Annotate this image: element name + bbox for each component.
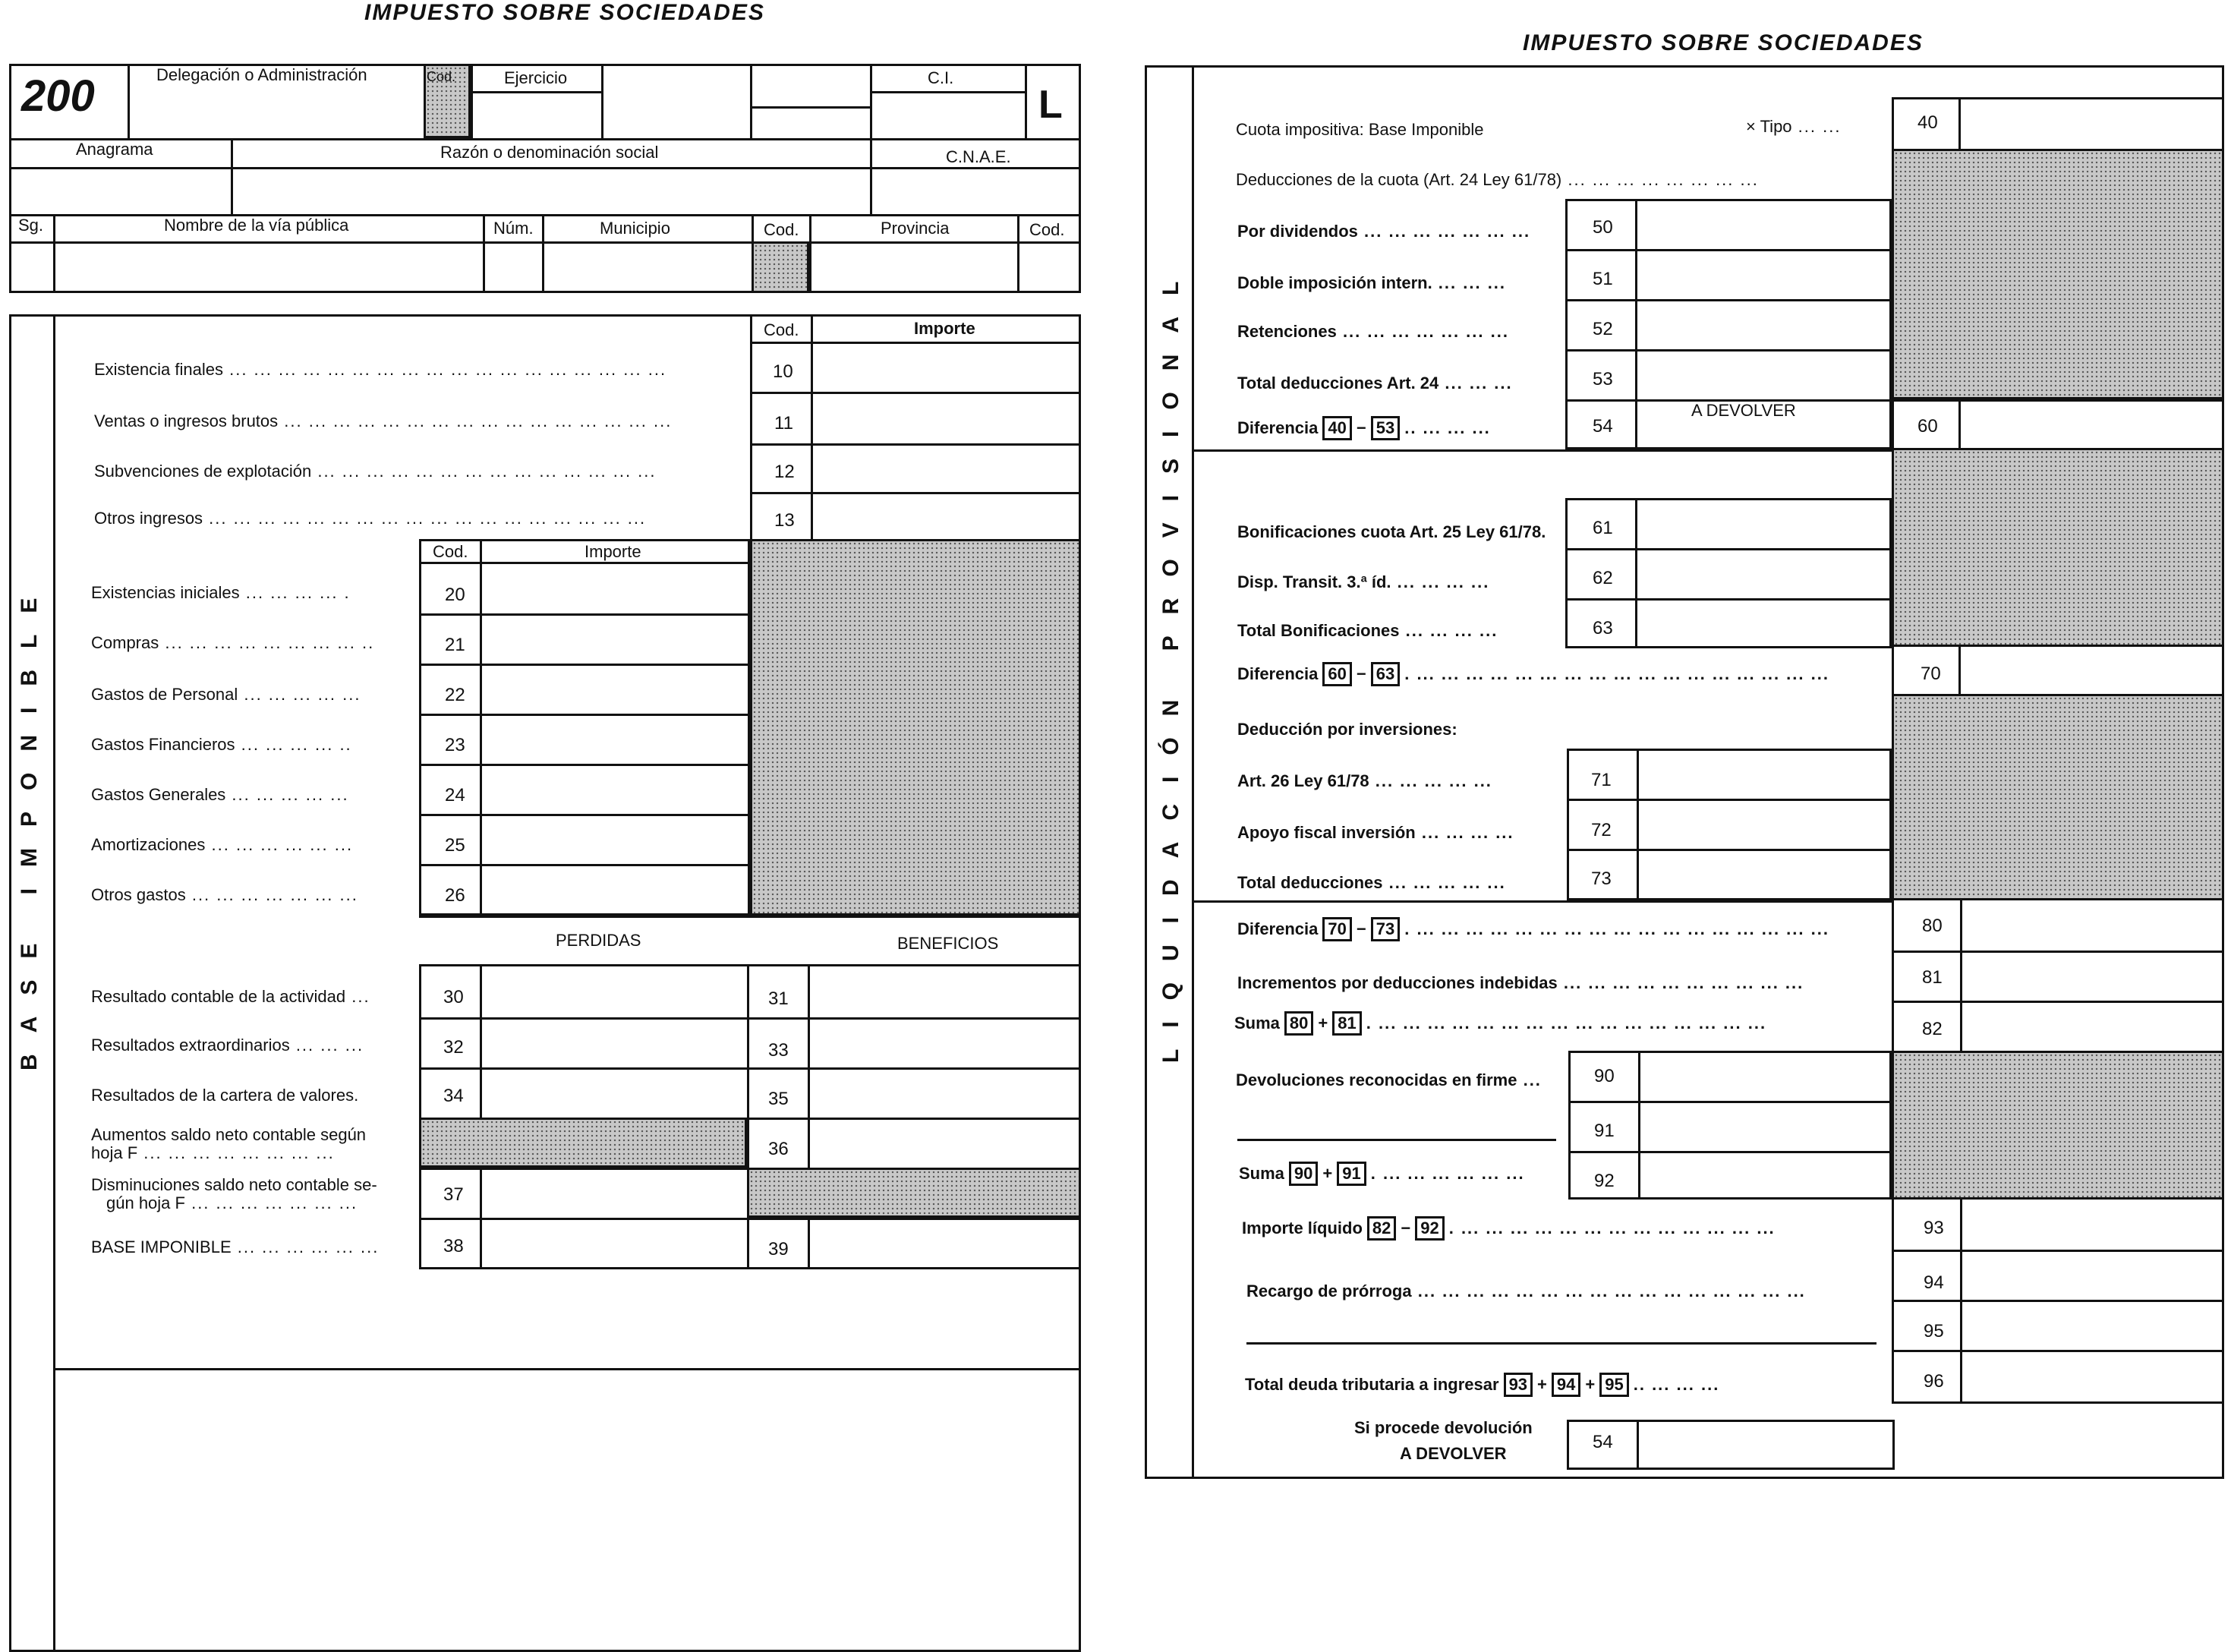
sg-label: Sg. — [18, 216, 44, 235]
ref-81: 81 — [1332, 1011, 1361, 1036]
num-label: Núm. — [493, 219, 534, 238]
code-54-devolucion: 54 — [1593, 1432, 1613, 1452]
municipio-field[interactable] — [545, 244, 748, 290]
row-diferencia-1: Diferencia 40 − 53 .. ... ... ... — [1237, 416, 1491, 440]
importe-24-field[interactable] — [483, 767, 747, 812]
code-70: 70 — [1921, 664, 1941, 684]
code-63: 63 — [1593, 618, 1613, 638]
importe-81-field[interactable] — [1963, 954, 2221, 999]
importe-72-field[interactable] — [1640, 802, 1889, 847]
col-cod-label: Cod. — [764, 320, 799, 339]
importe-11-field[interactable] — [814, 395, 1078, 442]
devoluciones-blank-field[interactable] — [1240, 1105, 1553, 1137]
code-73: 73 — [1591, 869, 1612, 889]
row-compras: Compras ... ... ... ... ... ... ... ... .. — [91, 633, 375, 652]
row-disminuciones-2: gún hoja F ... ... ... ... ... ... ... — [106, 1193, 358, 1212]
provincia-field[interactable] — [812, 244, 1014, 290]
perdidas-37-field[interactable] — [483, 1171, 744, 1216]
code-61: 61 — [1593, 518, 1613, 538]
liquidacion-side-label: LIQUIDACIÓN PROVISIONAL — [1158, 260, 1183, 1063]
beneficios-label: BENEFICIOS — [897, 934, 999, 953]
ref-60: 60 — [1322, 662, 1351, 686]
code-81: 81 — [1922, 967, 1943, 988]
code-22: 22 — [445, 685, 465, 705]
row-bonificaciones-25: Bonificaciones cuota Art. 25 Ley 61/78. — [1237, 522, 1546, 541]
importe-80-field[interactable] — [1963, 903, 2221, 949]
delegacion-field[interactable] — [131, 94, 421, 135]
code-95: 95 — [1924, 1321, 1944, 1341]
importe-13-field[interactable] — [814, 495, 1078, 539]
importe-51-field[interactable] — [1638, 252, 1889, 298]
row-aumentos-1: Aumentos saldo neto contable según — [91, 1125, 367, 1144]
importe-92-field[interactable] — [1641, 1154, 1889, 1198]
perdidas-30-field[interactable] — [483, 967, 744, 1016]
perdidas-34-field[interactable] — [483, 1070, 744, 1116]
row-total-deducciones: Total deducciones ... ... ... ... ... — [1237, 873, 1506, 892]
importe-90-field[interactable] — [1641, 1054, 1889, 1099]
importe-95-field[interactable] — [1963, 1303, 2221, 1348]
row-existencias-iniciales: Existencias iniciales ... ... ... ... . — [91, 583, 351, 602]
beneficios-39-field[interactable] — [811, 1221, 1078, 1266]
si-procede-a-devolver: A DEVOLVER — [1400, 1444, 1507, 1463]
code-36: 36 — [768, 1139, 789, 1159]
code-62: 62 — [1593, 568, 1613, 588]
row-subvenciones: Subvenciones de explotación ... ... ... ... ... ... ... ... ... ... ... ... ... ... — [94, 462, 657, 481]
importe-20-field[interactable] — [483, 565, 747, 612]
importe-62-field[interactable] — [1638, 551, 1889, 597]
cuota-label: Cuota impositiva: Base Imponible — [1236, 120, 1484, 139]
row-disminuciones-1: Disminuciones saldo neto contable se- — [91, 1175, 377, 1194]
code-82: 82 — [1922, 1019, 1943, 1039]
code-51: 51 — [1593, 269, 1613, 289]
anagrama-label: Anagrama — [76, 140, 153, 159]
row-gastos-personal: Gastos de Personal ... ... ... ... ... — [91, 685, 361, 704]
code-96: 96 — [1924, 1371, 1944, 1392]
row-diferencia-2: Diferencia 60 − 63 . ... ... ... ... ... ... ... ... ... ... ... ... ... ... ... ... ... — [1237, 662, 1829, 686]
beneficios-35-field[interactable] — [811, 1070, 1078, 1116]
importe-70-field[interactable] — [1962, 650, 2221, 692]
row-doble-imposicion: Doble imposición intern. ... ... ... — [1237, 273, 1507, 292]
code-12: 12 — [774, 462, 795, 482]
code-91: 91 — [1594, 1121, 1615, 1141]
si-procede-label: Si procede devolución — [1354, 1418, 1533, 1437]
importe-61-field[interactable] — [1638, 501, 1889, 547]
a-devolver-label: A DEVOLVER — [1691, 401, 1796, 420]
row-importe-liquido: Importe líquido 82 − 92 . ... ... ... ... ... ... ... ... ... ... ... ... ... — [1242, 1216, 1776, 1241]
ref-82: 82 — [1367, 1216, 1396, 1241]
code-92: 92 — [1594, 1171, 1615, 1191]
perdidas-label: PERDIDAS — [556, 931, 641, 950]
row-gastos-financieros: Gastos Financieros ... ... ... ... .. — [91, 735, 352, 754]
via-field[interactable] — [56, 244, 480, 290]
row-devoluciones: Devoluciones reconocidas en firme ... — [1236, 1070, 1542, 1089]
municipio-label: Municipio — [600, 219, 670, 238]
importe-93-field[interactable] — [1963, 1203, 2221, 1248]
row-amortizaciones: Amortizaciones ... ... ... ... ... ... — [91, 835, 354, 854]
importe-22-field[interactable] — [483, 667, 747, 712]
row-art-26: Art. 26 Ley 61/78 ... ... ... ... ... — [1237, 771, 1492, 790]
row-ventas: Ventas o ingresos brutos ... ... ... ... ... ... ... ... ... ... ... ... ... ... ... ... — [94, 411, 673, 430]
importe-53-field[interactable] — [1638, 352, 1889, 398]
importe-12-field[interactable] — [814, 446, 1078, 490]
col2-importe-label: Importe — [585, 542, 641, 561]
col2-cod-label: Cod. — [433, 542, 468, 561]
ref-92: 92 — [1415, 1216, 1444, 1241]
code-94: 94 — [1924, 1272, 1944, 1293]
beneficios-36-field[interactable] — [811, 1121, 1078, 1166]
ref-93: 93 — [1504, 1373, 1533, 1397]
code-71: 71 — [1591, 770, 1612, 790]
code-54: 54 — [1593, 416, 1613, 437]
ref-80: 80 — [1284, 1011, 1313, 1036]
row-recargo: Recargo de prórroga ... ... ... ... ... ... ... ... ... ... ... ... ... ... ... ... — [1246, 1282, 1806, 1300]
row-incrementos: Incrementos por deducciones indebidas ... ... ... ... ... ... ... ... ... ... — [1237, 973, 1804, 992]
ref-94: 94 — [1552, 1373, 1580, 1397]
model-number: 200 — [21, 71, 95, 121]
importe-94-field[interactable] — [1963, 1253, 2221, 1298]
importe-60-field[interactable] — [1962, 402, 2221, 446]
tipo-label: × Tipo ... ... — [1746, 117, 1842, 136]
code-40: 40 — [1917, 112, 1938, 133]
code-24: 24 — [445, 785, 465, 806]
razon-label: Razón o denominación social — [440, 143, 659, 162]
code-35: 35 — [768, 1089, 789, 1109]
ref-90: 90 — [1289, 1162, 1318, 1186]
ref-63: 63 — [1371, 662, 1400, 686]
code-53: 53 — [1593, 369, 1613, 389]
devolucion-54-field[interactable] — [1640, 1423, 1892, 1467]
provincia-label: Provincia — [881, 219, 950, 238]
left-title: IMPUESTO SOBRE SOCIEDADES — [364, 0, 765, 25]
code-37: 37 — [443, 1184, 464, 1205]
code-52: 52 — [1593, 319, 1613, 339]
deduccion-inversiones-label: Deducción por inversiones: — [1237, 720, 1457, 739]
code-13: 13 — [774, 510, 795, 531]
code-80: 80 — [1922, 916, 1943, 936]
ref-95: 95 — [1599, 1373, 1628, 1397]
row-suma-2: Suma 90 + 91 . ... ... ... ... ... ... — [1239, 1162, 1525, 1186]
code-32: 32 — [443, 1037, 464, 1058]
row-resultados-extraordinarios: Resultados extraordinarios ... ... ... — [91, 1036, 364, 1055]
ci-label: C.I. — [928, 68, 954, 87]
row-total-deducciones-24: Total deducciones Art. 24 ... ... ... — [1237, 374, 1513, 393]
perdidas-38-field[interactable] — [483, 1221, 744, 1266]
importe-73-field[interactable] — [1640, 852, 1889, 897]
code-60: 60 — [1917, 416, 1938, 437]
delegacion-label: Delegación o Administración — [156, 65, 367, 84]
beneficios-33-field[interactable] — [811, 1020, 1078, 1066]
form-letter: L — [1038, 83, 1063, 127]
importe-71-field[interactable] — [1640, 752, 1889, 797]
cuota-40-field[interactable] — [1962, 100, 2221, 147]
code-38: 38 — [443, 1236, 464, 1256]
row-otros-ingresos: Otros ingresos ... ... ... ... ... ... ... ... ... ... ... ... ... ... ... ... ... ... — [94, 509, 647, 528]
row-resultado-contable: Resultado contable de la actividad ... — [91, 987, 370, 1006]
via-label: Nombre de la vía pública — [164, 216, 349, 235]
row-gastos-generales: Gastos Generales ... ... ... ... ... — [91, 785, 349, 804]
cod-label-2: Cod. — [1029, 220, 1065, 239]
importe-25-field[interactable] — [483, 817, 747, 862]
deducciones-cuota-label: Deducciones de la cuota (Art. 24 Ley 61/78) ... ... ... ... ... ... ... ... — [1236, 170, 1759, 189]
code-39: 39 — [768, 1239, 789, 1259]
ref-91: 91 — [1337, 1162, 1366, 1186]
cnae-label: C.N.A.E. — [946, 147, 1011, 166]
importe-50-field[interactable] — [1638, 202, 1889, 247]
importe-63-field[interactable] — [1638, 601, 1889, 647]
row-otros-gastos: Otros gastos ... ... ... ... ... ... ... — [91, 885, 358, 904]
importe-21-field[interactable] — [483, 616, 747, 662]
code-23: 23 — [445, 735, 465, 755]
code-30: 30 — [443, 987, 464, 1007]
row-apoyo-fiscal: Apoyo fiscal inversión ... ... ... ... — [1237, 823, 1514, 842]
importe-26-field[interactable] — [483, 867, 747, 913]
code-20: 20 — [445, 585, 465, 605]
row-total-bonificaciones: Total Bonificaciones ... ... ... ... — [1237, 621, 1498, 640]
ejercicio-label: Ejercicio — [504, 68, 568, 87]
ref-40: 40 — [1322, 416, 1351, 440]
ejercicio-field[interactable] — [474, 94, 598, 135]
code-34: 34 — [443, 1086, 464, 1106]
row-diferencia-3: Diferencia 70 − 73 . ... ... ... ... ... ... ... ... ... ... ... ... ... ... ... ... ... — [1237, 917, 1829, 941]
code-21: 21 — [445, 635, 465, 655]
cod-small-label: Cod. — [427, 69, 456, 84]
importe-52-field[interactable] — [1638, 302, 1889, 348]
code-33: 33 — [768, 1040, 789, 1061]
razon-field[interactable] — [234, 170, 867, 211]
row-resultados-cartera: Resultados de la cartera de valores. — [91, 1086, 359, 1105]
importe-96-field[interactable] — [1963, 1353, 2221, 1400]
row-suma-1: Suma 80 + 81 . ... ... ... ... ... ... ... ... ... ... ... ... ... ... ... ... — [1234, 1011, 1766, 1036]
row-aumentos-2: hoja F ... ... ... ... ... ... ... ... — [91, 1143, 335, 1162]
ref-73: 73 — [1371, 917, 1400, 941]
code-31: 31 — [768, 988, 789, 1009]
row-total-deuda: Total deuda tributaria a ingresar 93 + 94 + 95 .. ... ... ... — [1245, 1373, 1719, 1397]
ref-53: 53 — [1371, 416, 1400, 440]
code-26: 26 — [445, 885, 465, 906]
row-existencias-finales: Existencia finales ... ... ... ... ... ... ... ... ... ... ... ... ... ... ... ... ... ... — [94, 360, 667, 379]
importe-54-field[interactable] — [1638, 422, 1889, 448]
importe-82-field[interactable] — [1963, 1004, 2221, 1049]
code-90: 90 — [1594, 1066, 1615, 1086]
code-25: 25 — [445, 835, 465, 856]
cnae-field[interactable] — [873, 170, 1078, 211]
beneficios-31-field[interactable] — [811, 967, 1078, 1016]
ci-field[interactable] — [873, 94, 1022, 135]
row-retenciones: Retenciones ... ... ... ... ... ... ... — [1237, 322, 1509, 341]
cod-label-1: Cod. — [764, 220, 799, 239]
anagrama-field[interactable] — [12, 170, 228, 211]
col-importe-label: Importe — [914, 319, 975, 338]
recargo-blank-field[interactable] — [1248, 1307, 1875, 1339]
importe-10-field[interactable] — [814, 345, 1078, 390]
row-base-imponible: BASE IMPONIBLE ... ... ... ... ... ... — [91, 1237, 380, 1256]
code-72: 72 — [1591, 820, 1612, 840]
perdidas-32-field[interactable] — [483, 1020, 744, 1066]
code-11: 11 — [774, 413, 793, 433]
base-imponible-side-label: BASE IMPONIBLE — [17, 576, 42, 1070]
right-title: IMPUESTO SOBRE SOCIEDADES — [1523, 30, 1924, 55]
importe-23-field[interactable] — [483, 717, 747, 762]
ref-70: 70 — [1322, 917, 1351, 941]
code-93: 93 — [1924, 1218, 1944, 1238]
row-por-dividendos: Por dividendos ... ... ... ... ... ... ... — [1237, 222, 1531, 241]
row-disp-transit: Disp. Transit. 3.ª íd. ... ... ... ... — [1237, 572, 1490, 591]
code-50: 50 — [1593, 217, 1613, 238]
code-10: 10 — [773, 361, 793, 382]
importe-91-field[interactable] — [1641, 1104, 1889, 1149]
